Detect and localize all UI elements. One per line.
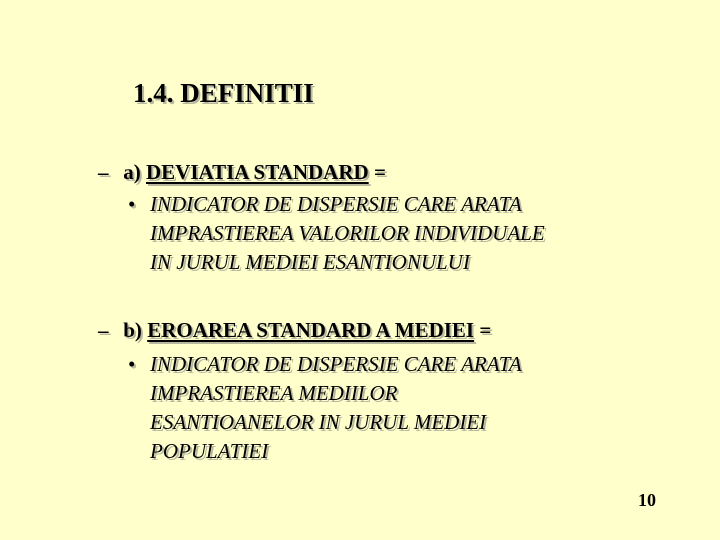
bullet-marker: •	[128, 352, 136, 376]
description-line: ESANTIOANELOR IN JURUL MEDIEI	[150, 410, 487, 434]
definition-description-a	[128, 190, 545, 277]
dash-marker: –	[98, 318, 109, 342]
definition-item-a	[98, 160, 386, 185]
description-line: IMPRASTIEREA MEDIILOR	[150, 381, 398, 405]
item-prefix: a)	[123, 160, 141, 184]
description-line: IMPRASTIEREA VALORILOR INDIVIDUALE	[150, 221, 545, 245]
equals-sign: =	[479, 318, 492, 342]
definition-item-b	[98, 318, 491, 343]
bullet-marker: •	[128, 192, 136, 216]
description-line: INDICATOR DE DISPERSIE CARE ARATA	[150, 352, 522, 376]
page-number: 10	[638, 490, 656, 510]
description-line: POPULATIEI	[150, 439, 269, 463]
dash-marker: –	[98, 160, 109, 184]
definition-term: EROAREA STANDARD A MEDIEI	[147, 318, 475, 342]
description-line: INDICATOR DE DISPERSIE CARE ARATA	[150, 192, 522, 216]
definition-description-b	[128, 350, 522, 466]
equals-sign: =	[373, 160, 386, 184]
item-prefix: b)	[123, 318, 142, 342]
description-line: IN JURUL MEDIEI ESANTIONULUI	[150, 250, 470, 274]
slide-title: 1.4. DEFINITII	[133, 78, 314, 108]
definition-term: DEVIATIA STANDARD	[146, 160, 369, 184]
